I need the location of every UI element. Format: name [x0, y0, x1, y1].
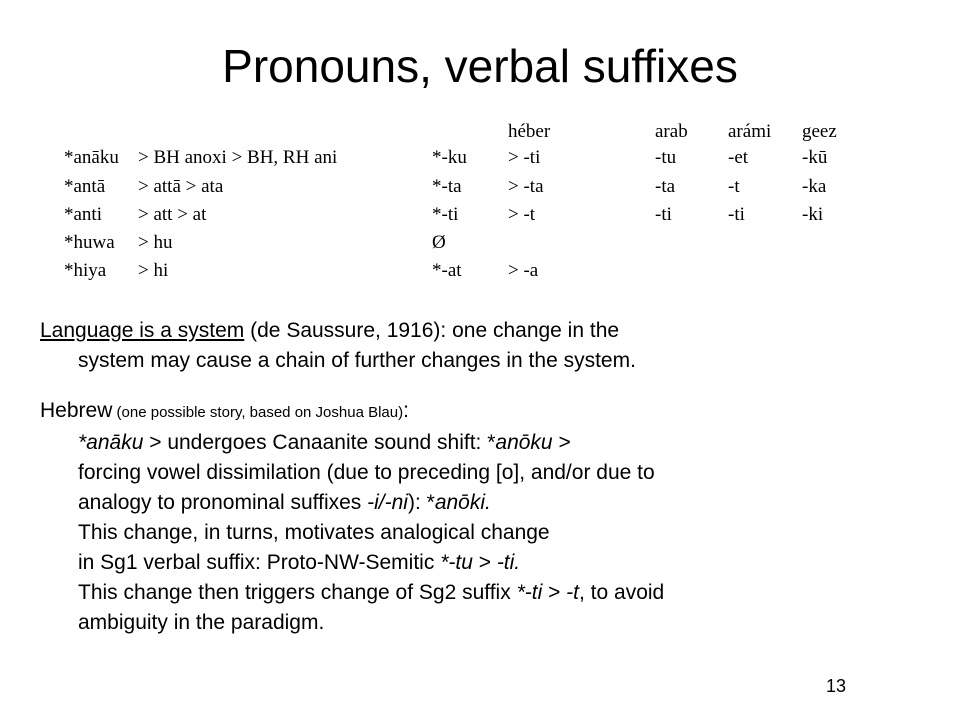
paragraph-line: [40, 428, 940, 458]
text-run: -ti.: [496, 551, 521, 574]
paragraph-line: forcing vowel dissimilation (due to preceding [o], and/or due to: [78, 461, 655, 484]
text-run: *-tu: [440, 551, 473, 574]
right-proto: *-ku: [432, 147, 467, 168]
right-heber: > -a: [508, 260, 539, 281]
text-run: :: [403, 399, 409, 422]
text-run: anōku: [495, 431, 553, 454]
right-geez: -kū: [802, 147, 828, 168]
right-arami: -t: [728, 176, 740, 197]
right-proto: *-ta: [432, 176, 462, 197]
left-proto: *hiya: [64, 260, 107, 281]
text-run: >: [472, 551, 497, 574]
left-rest: > hi: [138, 260, 169, 281]
paragraph-line: [40, 548, 940, 578]
paragraph-line: ambiguity in the paradigm.: [78, 611, 325, 634]
header-arami: arámi: [728, 121, 772, 142]
paragraph-line: [40, 578, 940, 608]
text-run: (one possible story, based on Joshua Blau): [112, 404, 404, 421]
text-run: -t: [566, 581, 579, 604]
left-rest: > hu: [138, 232, 173, 253]
underlined-phrase: Language is a system: [40, 319, 245, 342]
right-heber: > -t: [508, 204, 536, 225]
page-number: 13: [826, 676, 847, 696]
text-run: -i/-ni: [367, 491, 408, 514]
right-geez: -ki: [802, 204, 824, 225]
right-proto: *-ti: [432, 204, 459, 225]
left-proto: *anti: [64, 204, 102, 225]
header-heber: héber: [508, 121, 551, 142]
text-run: This change then triggers change of Sg2 suffix: [78, 581, 517, 604]
text-run: >: [552, 431, 571, 454]
right-heber: > -ta: [508, 176, 544, 197]
right-arab: -tu: [655, 147, 677, 168]
text-run: >: [542, 581, 567, 604]
text-run: anōki.: [434, 491, 491, 514]
paragraph-line: system may cause a chain of further changes in the system.: [78, 349, 636, 372]
text-run: *anāku: [78, 431, 144, 454]
text-run: analogy to pronominal suffixes: [78, 491, 368, 514]
text-run: in Sg1 verbal suffix: Proto-NW-Semitic: [78, 551, 441, 574]
right-arami: -ti: [728, 204, 745, 225]
right-proto: Ø: [432, 232, 446, 253]
left-rest: > att > at: [138, 204, 207, 225]
paragraph-line: [40, 316, 940, 346]
right-proto: *-at: [432, 260, 462, 281]
header-arab: arab: [655, 121, 688, 142]
paragraph-saussure: [40, 316, 940, 376]
paragraph-hebrew: [40, 396, 940, 638]
header-geez: geez: [802, 121, 837, 142]
slide-title: Pronouns, verbal suffixes: [222, 40, 738, 92]
right-arab: -ta: [655, 176, 676, 197]
left-rest: > BH anoxi > BH, RH ani: [138, 147, 338, 168]
paragraph-line: This change, in turns, motivates analogical change: [78, 521, 550, 544]
text-run: Hebrew: [40, 399, 113, 422]
left-rest: > attā > ata: [138, 176, 224, 197]
text-run: ): *: [407, 491, 435, 514]
text-run: *-ti: [516, 581, 543, 604]
right-heber: > -ti: [508, 147, 541, 168]
paragraph-heading: [40, 396, 940, 428]
right-arami: -et: [728, 147, 749, 168]
text-run: > undergoes Canaanite sound shift: *: [143, 431, 496, 454]
left-proto: *huwa: [64, 232, 115, 253]
right-geez: -ka: [802, 176, 827, 197]
left-proto: *antā: [64, 176, 106, 197]
text-run: , to avoid: [579, 581, 665, 604]
left-proto: *anāku: [64, 147, 119, 168]
right-arab: -ti: [655, 204, 672, 225]
text-run: (de Saussure, 1916): one change in the: [244, 319, 620, 342]
paragraph-line: [40, 488, 940, 518]
